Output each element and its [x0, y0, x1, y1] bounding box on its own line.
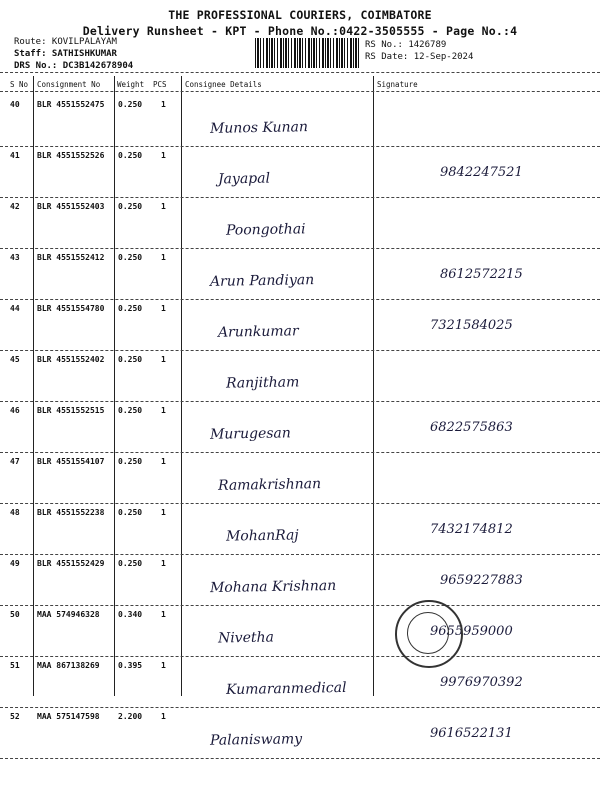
- weight-value: 0.250: [118, 406, 143, 415]
- pcs-value: 1: [161, 253, 166, 262]
- consignee-name: Arun Pandiyan: [209, 272, 315, 290]
- consignee-name: Jayapal: [217, 170, 271, 188]
- consignment-number: MAA 574946328: [37, 610, 100, 619]
- signature-phone: 7432174812: [430, 522, 513, 537]
- pcs-value: 1: [161, 151, 166, 160]
- table-row: [0, 708, 600, 759]
- consignment-number: BLR 4551552402: [37, 355, 105, 364]
- pcs-value: 1: [161, 559, 166, 568]
- pcs-value: 1: [161, 610, 166, 619]
- consignment-number: BLR 4551552403: [37, 202, 105, 211]
- signature-phone: 9616522131: [430, 726, 513, 741]
- weight-value: 0.340: [118, 610, 143, 619]
- signature-phone: 7321584025: [430, 318, 513, 333]
- consignment-number: MAA 575147598: [37, 712, 100, 721]
- column-head-divider: [0, 91, 600, 92]
- pcs-value: 1: [161, 355, 166, 364]
- consignee-name: Ramakrishnan: [217, 476, 322, 494]
- pcs-value: 1: [161, 661, 166, 670]
- table-row: [0, 96, 600, 147]
- consignee-name: Mohana Krishnan: [209, 577, 337, 597]
- company-title: THE PROFESSIONAL COURIERS, COIMBATORE: [168, 8, 432, 22]
- signature-phone: 9655959000: [430, 624, 513, 639]
- col-signature: Signature: [377, 80, 418, 89]
- weight-value: 0.250: [118, 304, 143, 313]
- company-stamp: [395, 600, 463, 668]
- serial-number: 42: [10, 202, 20, 211]
- consignee-name: Arunkumar: [217, 323, 299, 341]
- route-label: Route: KOVILPALAYAM: [14, 37, 117, 47]
- signature-phone: 9659227883: [440, 573, 523, 588]
- consignee-name: Munos Kunan: [209, 119, 309, 137]
- signature-phone: 9976970392: [440, 675, 523, 690]
- table-row: [0, 351, 600, 402]
- consignee-name: Ranjitham: [225, 374, 300, 392]
- pcs-value: 1: [161, 202, 166, 211]
- table-row: [0, 249, 600, 300]
- serial-number: 44: [10, 304, 20, 313]
- table-row: [0, 606, 600, 657]
- row-divider: [0, 758, 600, 759]
- weight-value: 0.395: [118, 661, 143, 670]
- pcs-value: 1: [161, 100, 166, 109]
- col-consignment: Consignment No: [37, 80, 101, 89]
- pcs-value: 1: [161, 712, 166, 721]
- pcs-value: 1: [161, 304, 166, 313]
- consignee-name: Murugesan: [209, 425, 291, 443]
- signature-phone: 9842247521: [440, 165, 523, 180]
- table-row: [0, 657, 600, 708]
- consignment-number: BLR 4551552429: [37, 559, 105, 568]
- weight-value: 0.250: [118, 100, 143, 109]
- weight-value: 0.250: [118, 355, 143, 364]
- serial-number: 52: [10, 712, 20, 721]
- serial-number: 45: [10, 355, 20, 364]
- col-details: Consignee Details: [185, 80, 262, 89]
- table-row: [0, 402, 600, 453]
- consignment-number: BLR 4551554780: [37, 304, 105, 313]
- rs-date: RS Date: 12-Sep-2024: [365, 52, 474, 62]
- weight-value: 0.250: [118, 151, 143, 160]
- weight-value: 0.250: [118, 202, 143, 211]
- serial-number: 46: [10, 406, 20, 415]
- serial-number: 49: [10, 559, 20, 568]
- pcs-value: 1: [161, 457, 166, 466]
- barcode: [255, 38, 360, 68]
- serial-number: 40: [10, 100, 20, 109]
- weight-value: 0.250: [118, 508, 143, 517]
- pcs-value: 1: [161, 508, 166, 517]
- consignee-name: Kumaranmedical: [225, 679, 347, 699]
- weight-value: 0.250: [118, 559, 143, 568]
- header-divider: [0, 72, 600, 73]
- consignment-number: BLR 4551552515: [37, 406, 105, 415]
- col-sno: S No: [10, 80, 29, 89]
- col-pcs: PCS: [153, 80, 167, 89]
- table-row: [0, 198, 600, 249]
- consignment-number: BLR 4551552475: [37, 100, 105, 109]
- serial-number: 51: [10, 661, 20, 670]
- weight-value: 0.250: [118, 457, 143, 466]
- serial-number: 47: [10, 457, 20, 466]
- table-row: [0, 147, 600, 198]
- consignment-number: MAA 867138269: [37, 661, 100, 670]
- staff-label: Staff: SATHISHKUMAR: [14, 49, 117, 59]
- signature-phone: 6822575863: [430, 420, 513, 435]
- rs-number: RS No.: 1426789: [365, 40, 447, 50]
- weight-value: 0.250: [118, 253, 143, 262]
- pcs-value: 1: [161, 406, 166, 415]
- consignee-name: MohanRaj: [225, 527, 299, 545]
- col-weight: Weight: [117, 80, 145, 89]
- consignment-number: BLR 4551552238: [37, 508, 105, 517]
- weight-value: 2.200: [118, 712, 143, 721]
- drs-label: DRS No.: DC3B142678904: [14, 61, 134, 71]
- serial-number: 48: [10, 508, 20, 517]
- serial-number: 41: [10, 151, 20, 160]
- consignment-number: BLR 4551552526: [37, 151, 105, 160]
- serial-number: 43: [10, 253, 20, 262]
- table-row: [0, 300, 600, 351]
- consignment-number: BLR 4551552412: [37, 253, 105, 262]
- table-row: [0, 453, 600, 504]
- consignee-name: Nivetha: [217, 629, 275, 647]
- consignee-name: Poongothai: [225, 221, 306, 239]
- table-row: [0, 504, 600, 555]
- consignee-name: Palaniswamy: [209, 731, 303, 749]
- consignment-number: BLR 4551554107: [37, 457, 105, 466]
- runsheet-subtitle: Delivery Runsheet - KPT - Phone No.:0422-3505555 - Page No.:4: [82, 24, 518, 38]
- signature-phone: 8612572215: [440, 267, 523, 282]
- serial-number: 50: [10, 610, 20, 619]
- table-row: [0, 555, 600, 606]
